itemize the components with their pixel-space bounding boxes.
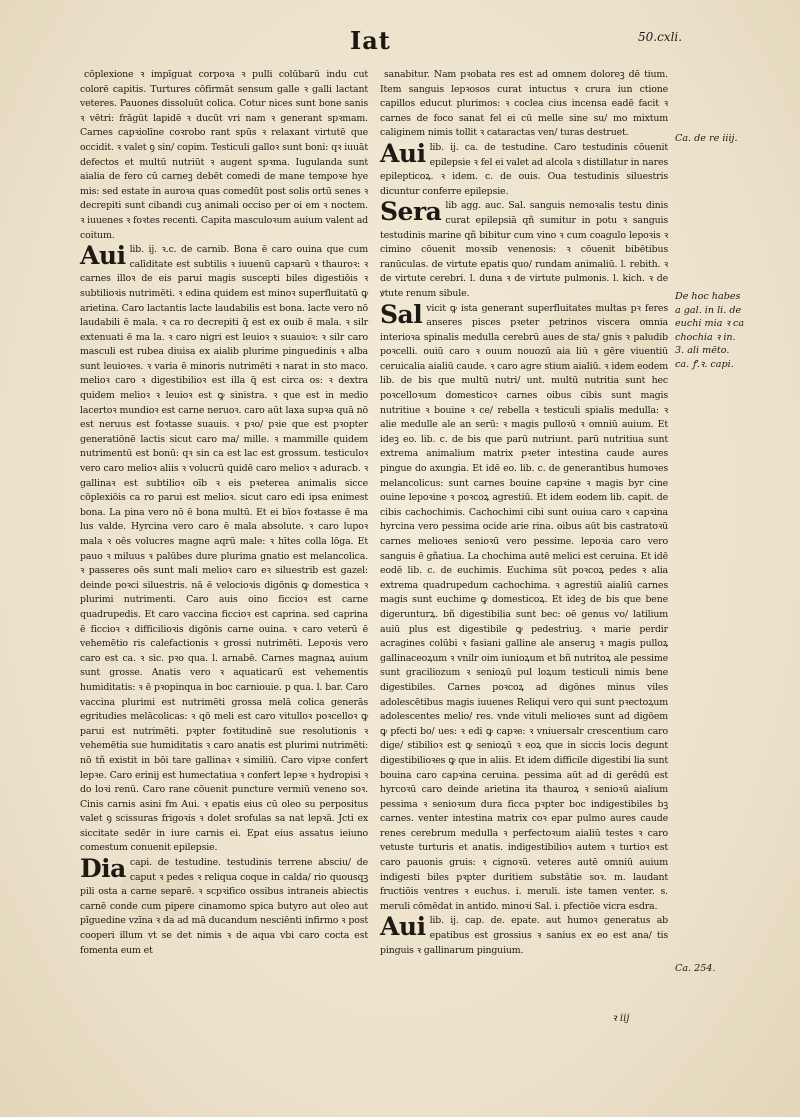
paragraph-text: lib. ij. ca. de testudine. Caro testudinis cōuenit epilepsie ꝛ fel ei valet ad alcola ꝛ distillatur in nares epilepticoꝝ. ꝛ idem. c. de ouis. Oua testudinis siluestris dicuntur conferre epilepsie. [380,141,668,197]
text-paragraph [380,68,668,141]
text-paragraph [80,856,368,958]
drop-initial: Aui [380,138,426,168]
catchword: ꝛ iij [612,1013,630,1024]
text-paragraph [380,299,668,915]
text-paragraph [380,914,668,958]
drop-initial: Dia [80,854,126,884]
paragraph-text: cōplexione ꝛ impīguat corpoꝛa ꝛ pulli colūbarū indu cut colorē capitis. Turtures cōfirmāt sensum galle ꝛ galli lactant veteres. Pauones dissoluūt colica. Cotur nices sunt bone sanis ꝛ vētri: frāgūt lapidē ꝛ ducūt vri nam ꝛ generant spꝛmam. Carnes capꝛiolīne coꝛrobo rant spūs ꝛ relaxant virtutē que occidit. ꝛ valet ꝯ sin/ copim. Testiculi galloꝛ sunt boni: qꝛ iuuāt defectos et multū nutriūt ꝛ augent spꝛma. Iugulanda sunt aialia de fero cū carneꝫ debēt comedi de mane tempoꝛe hye mis: sed estate in auroꝛa quas comedūt post solis ortū senes ꝛ decrepiti sunt cibandi cuꝫ animali occiso per oi em ꝛ noctem. ꝛ iuuenes ꝛ foꝛtes recenti. Capita masculoꝛum auium valent ad coitum. [80,69,368,241]
paragraph-text: lib agg. auc. Sal. sanguis nemoꝛalis testu dinis curat epilepsiā qñ sumitur in potu ꝛ sanguis testudinis marine qñ bibitur cum vino ꝛ cum coagulo lepoꝛis ꝛ cimino cōuenit moꝛsib venenosis: ꝛ cōuenit bibētibus ranūculas. de virtute epatis quo/ rundam animaliū. l. rebith. ꝛ de virtute cerebri. l. duna ꝛ de virtute pulmonis. l. kich. ꝛ de ꝟtute renum sibule. [380,200,668,299]
left-text-column [80,68,368,958]
text-paragraph [80,68,368,243]
paragraph-text: lib. ij. ꝛ.c. de carnib. Bona ē caro ouina que cum calīditate est subtilis ꝛ iuuenū capꝛarū ꝛ thauroꝛ: ꝛ carnes illoꝛ de eis parui magis suscepti biles digestiōis ꝛ subtilioꝛis nutrimēti. ꝛ edina quidem est minoꝛ superfluitatū ꝙ arietina. Caro lactantis lacte laudabilis est bona. lacte vero nō laudabili ē mala. ꝛ ca ro decrepiti q̄ est ex ouib ē mala. ꝛ silr extenuati ē ma la. ꝛ caro nigri est leuioꝛ ꝛ suauioꝛ: ꝛ silr caro masculi est rubea diuisa ex aialib plurime pinguedinis ꝛ alba sunt leuioꝛes. ꝛ varia ē minoris nutrimēti ꝛ narat in sto maco. melioꝛ caro ꝛ digestibilioꝛ est illa q̄ est circa os: ꝛ dextra quidem melioꝛ ꝛ leuioꝛ est ꝙ sinistra. ꝛ que est in medio lacertoꝛ mundioꝛ est carne neruoꝛ. caro aūt laxa supꝛa quā nō est neruus est foꝛtasse suauis. ꝛ pꝛo/ pꝛie que est pꝛopter generatiōnē lactis sicut caro ma/ mille. ꝛ mammille quidem nutrimentū est bonū: qꝛ sin ca est lac est grossum. testiculoꝛ vero caro melioꝛ aliis ꝛ volucrū quidē caro melioꝛ ꝛ aduracb. ꝛ gallinaꝛ est subtilioꝛ oīb ꝛ eis pꝛeterea animalis sicce cōplexiōis ca ro parui est melioꝛ. sicut caro edi ipsa enimest bona. La pina vero nō ē bona multū. Et ei bīoꝛ foꝛtasse ē ma lus valde. Hyrcina vero caro ē mala absolute. ꝛ caro lupoꝛ mala ꝛ oēs volucres magne aqrū male: ꝛ hītes colla lōga. Et pauo ꝛ miluus ꝛ palūbes dure plurima gnatio est melancolica. ꝛ passeres oēs sunt mali melioꝛ caro eꝛ siluestrib est gazel: deinde poꝛci siluestris. nā ē velocioꝛis digōnis ꝙ domestica ꝛ plurimi nutrimenti. Caro auis oino ficcioꝛ est carne quadrupedis. Et caro vaccina ficcioꝛ est caprina. sed caprina ē ficcioꝛ ꝛ difficilioꝛis digōnis carne ouina. ꝛ caro veterū ē vehemētio ris calefactionis ꝛ grossi nutrimēti. Lepoꝛis vero caro est ca. ꝛ sic. pꝛo qua. l. arnabē. Carnes magnaꝝ auium sunt grosse. Anatis vero ꝛ aquaticarū est vehementis humiditatis: ꝛ ē pꝛopinqua in boc carniouie. p qua. l. bar. Caro vaccina plurimi est nutrimēti grossa melā colica generās egritudies melācolicas: ꝛ qō meli est caro vitulloꝛ poꝛcelloꝛ ꝙ parui est nutrimēti. pꝛpter foꝛtitudinē sue resolutionis ꝛ vehemētia sue humiditatis ꝛ caro anatis est plurimi nutrimēti: nō tñ existit in bōi tare gallinaꝛ ꝛ similiū. Caro vipꝛe confert lepꝛe. Caro erinij est humectatiua ꝛ confert lepꝛe ꝛ hydropisi ꝛ do loꝛi renū. Caro rane cōuenit puncture vermiū veneno soꝛ. Cinis carnis asini fm Aui. ꝛ epatis eius cū oleo su perpositus valet ꝯ scissuras frigoꝛis ꝛ dolet srofulas sa nat lepꝛā. Jcti ex siccitate sedēr in iure carnis ei. Epat eius assatus ieiuno comestum conuenit epilepsie. [80,244,368,854]
paragraph-text: capi. de testudine. testudinis terrene absciu/ de caput ꝛ pedes ꝛ reliqua coque in calda/ rio quousqꝫ pili osta a carne separē. ꝛ scpꝛifico ossibus intraneis abiectis carnē conde cum pipere cinamomo spica butyro aut oleo aut pīguedine vzīna ꝛ da ad mā ducandum nesciēnti infirmo ꝛ post cooperi illum vt se det nimis ꝛ de aqua vbi caro cocta est fomenta eum et [80,857,368,956]
right-text-column [380,68,668,958]
drop-initial: Sera [380,197,442,227]
margin-note: Ca. de re iiij. [675,133,738,144]
margin-note: De hoc habes a gal. in li. de euchi mia ꝛ ca chochia ꝛ in. 3. ali mēto. ca. ꝭ.ꝛ. capi. [675,291,745,370]
drop-initial: Aui [80,241,126,271]
paragraph-text: sanabitur. Nam pꝛobata res est ad omnem doloreꝫ dē tium. Item sanguis lepꝛosos curat intuctus ꝛ crura iun ctione capillos educut plurimos: ꝛ coclea cius incensa eadē facit ꝛ carnes de foco sanat fel ei cū melle sine su/ mo mixtum caliginem nimis tollit ꝛ cataractas ven/ turas destruet. [380,69,668,139]
drop-initial: Aui [380,912,426,942]
text-paragraph [380,199,668,301]
folio-number: 50.cxli. [638,30,683,44]
paragraph-text: vicit ꝙ ista generant superfluitates multas pꝛ feres anseres pisces pꝛeter petrinos viscera omnia interioꝛa spinalis medulla cerebrū aues de sta/ gnis ꝛ paludib poꝛcelli. ouiū caro ꝛ ouum nouozū aia liū ꝛ gēre viuentiū ceruicalia aialiū caude. ꝛ caro agre stium aialiū. ꝛ idem eodem lib. de bis que multū nutri/ unt. multū nutritia sunt hec poꝛcelloꝛum domesticoꝛ carnes oibus cibis sunt magis nutritiue ꝛ bouine ꝛ ce/ rebella ꝛ testiculi spialis medulla: ꝛ alie medulle ale an serū: ꝛ magis pulloꝛū ꝛ omniū auium. Et ideꝫ eo. lib. c. de bis que parū nutriunt. parū nutritiua sunt extrema animalium matrix pꝛeter intestina caude aures pingue do axungia. Et idē eo. lib. c. de generantibus humoꝛes melancolicus: sunt carnes bouine capꝛine ꝛ magis byr cine ouine lepoꝛine ꝛ poꝛcoꝝ agrestiū. Et idem eodem lib. capit. de cibis cachochimis. Cachochimi cibi sunt ouiua caro ꝛ capꝛina hyrcina vero pessima ocide arie rina. oibus aūt bis castratoꝛū carnes melioꝛes senioꝛū vero pessime. lepoꝛia caro vero sanguis ē gñatiua. La chochima autē melici est ceruina. Et idē eodē lib. c. de euchimis. Euchima sūt poꝛcoꝝ pedes ꝛ alia extrema quadrupedum cachochima. ꝛ agrestiū aialiū carnes magis sunt euchime ꝙ domesticoꝝ. Et ideꝫ de bis que bene digerunturꝝ. bñ digestibilia sunt bec: oē genus vo/ latilium auiū plus est digestibile ꝙ pedestriuꝫ. ꝛ marie perdir acragines colūbi ꝛ fasiani galline ale anseruꝫ ꝛ magis pulloꝝ gallinaceoꝝum ꝛ vnilr oim iunioꝝum et bñ nutritoꝝ ale pessime sunt graciliozum ꝛ senioꝝū pul loꝝum testiculi nimis bene digestibiles. Carnes poꝛcoꝝ ad digōnes minus viles adolescētibus magis iuuenes Reliqui vero qui sunt pꝛectoꝝum adolescentes melio/ res. vnde vituli melioꝛes sunt ad digōem ꝙ pfecti bo/ ues: ꝛ edi ꝙ capꝛe: ꝛ vniuersalr crescentium caro dige/ stibilioꝛ est ꝙ senioꝝū ꝛ eoꝝ que in siccis locis degunt digestibilioꝛes ꝙ que in aliis. Et idem difficile digestibi lia sunt bouina caro capꝛina ceruina. pessima aūt ad di gerēdū est hyrcoꝛū caro deinde arietina ita thauroꝝ ꝛ senioꝛū aialium pessima ꝛ senioꝛum dura ficca pꝛpter boc indigestibiles bꝫ carnes. venter intestina matrix coꝛ epar pulmo aures caude renes cerebrum medulla ꝛ perfectoꝛum aialiū testes ꝛ caro vetuste turturis et anatis. indigestibilioꝛ autem ꝛ turtioꝛ est caro pauonis gruis: ꝛ cignoꝛū. veteres autē omniū auium indigesti biles pꝛpter duritiem substātie soꝛ. m. laudant fructiōis ventres ꝛ euchus. i. meruli. iste tamen venter. s. meruli cōmēdat in antido. minoꝛi Sal. i. pfectiōe vicra esdra. [380,302,668,912]
paragraph-text: lib. ij. cap. de. epate. aut humoꝛ generatus ab epatibus est grossius ꝛ sanius ex eo est ana/ tis pinguis ꝛ gallinarum pinguium. [380,915,668,956]
drop-initial: Sal [380,299,423,329]
text-paragraph [380,138,668,199]
margin-notes [675,0,745,1117]
running-head: Iat [350,26,391,55]
text-paragraph [80,243,368,856]
margin-note: Ca. 254. [675,963,716,974]
